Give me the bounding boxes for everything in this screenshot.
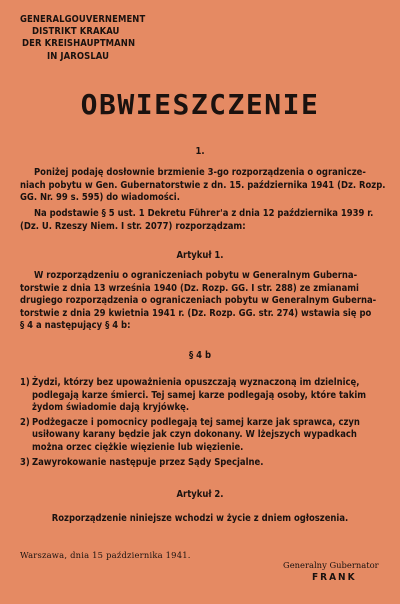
issuing-authority-header bbox=[20, 14, 145, 63]
legal-basis-paragraph bbox=[20, 208, 378, 233]
poster-title: OBWIESZCZENIE bbox=[80, 88, 320, 121]
provisions-list bbox=[20, 377, 382, 471]
item-line: Żydzi, którzy bez upoważnienia opuszczają wyznaczoną im dzielnicę, bbox=[32, 377, 360, 388]
list-item bbox=[20, 417, 382, 455]
paragraph-line: Poniżej podaję dosłownie brzmienie 3-go rozporządzenia o ogranicze- bbox=[34, 167, 366, 178]
article-2-body: Rozporządzenie niniejsze wchodzi w życie z dniem ogłoszenia. bbox=[51, 513, 349, 524]
paragraph-line: torstwie z dnia 13 września 1940 (Dz. Rozp. GG. I str. 288) ze zmianami bbox=[20, 282, 359, 294]
header-line: DER KREISHAUPTMANN bbox=[22, 38, 136, 50]
item-number: 3) bbox=[20, 456, 30, 468]
header-line: DISTRIKT KRAKAU bbox=[32, 26, 120, 38]
paragraph-line: Na podstawie § 5 ust. 1 Dekretu Führer'a z dnia 12 października 1939 r. bbox=[34, 208, 374, 219]
paragraph-line: drugiego rozporządzenia o ograniczeniach pobytu w Generalnym Guberna- bbox=[20, 295, 377, 307]
list-item bbox=[20, 377, 382, 415]
item-line: Podżegacze i pomocnicy podlegają tej samej karze jak sprawca, czyn bbox=[32, 416, 360, 428]
signatory-name: FRANK bbox=[312, 572, 357, 583]
paragraph-line: GG. Nr. 99 s. 595) do wiadomości. bbox=[20, 192, 180, 204]
place-and-date: Warszawa, dnia 15 października 1941. bbox=[20, 550, 191, 560]
intro-paragraph bbox=[20, 167, 386, 205]
item-number: 1) bbox=[20, 377, 30, 388]
item-line: podlegają karze śmierci. Tej samej karze podlegają osoby, które takim bbox=[32, 389, 367, 401]
article-1-heading: Artykuł 1. bbox=[176, 250, 224, 261]
header-line: IN JAROSLAU bbox=[47, 50, 110, 62]
item-line: można orzec ciężkie więzienie lub więzienie. bbox=[32, 441, 244, 453]
item-line: usiłowany karany będzie jak czyn dokonany. W lżejszych wypadkach bbox=[32, 429, 357, 441]
item-line: Zawyrokowanie następuje przez Sądy Specjalne. bbox=[32, 456, 264, 468]
section-mark-4b: § 4 b bbox=[189, 350, 211, 361]
paragraph-line: niach pobytu w Gen. Gubernatorstwie z dn. 15. października 1941 (Dz. Rozp. bbox=[20, 179, 386, 191]
paragraph-line: (Dz. U. Rzeszy Niem. I str. 2077) rozporządzam: bbox=[20, 220, 246, 232]
item-line: żydom świadomie dają kryjówkę. bbox=[32, 402, 190, 414]
paragraph-line: § 4 a następujący § 4 b: bbox=[20, 320, 131, 332]
signatory-role: Generalny Gubernator bbox=[283, 560, 379, 570]
paragraph-line: W rozporządzeniu o ograniczeniach pobytu w Generalnym Guberna- bbox=[34, 270, 358, 281]
article-2-heading: Artykuł 2. bbox=[176, 489, 224, 500]
article-1-body bbox=[20, 270, 378, 333]
list-item bbox=[20, 457, 382, 470]
item-number: 2) bbox=[20, 416, 30, 428]
paragraph-line: torstwie z dnia 29 kwietnia 1941 r. (Dz. Rozp. GG. str. 274) wstawia się po bbox=[20, 307, 372, 319]
section-number: 1. bbox=[195, 146, 205, 157]
header-line: GENERALGOUVERNEMENT bbox=[20, 14, 146, 25]
